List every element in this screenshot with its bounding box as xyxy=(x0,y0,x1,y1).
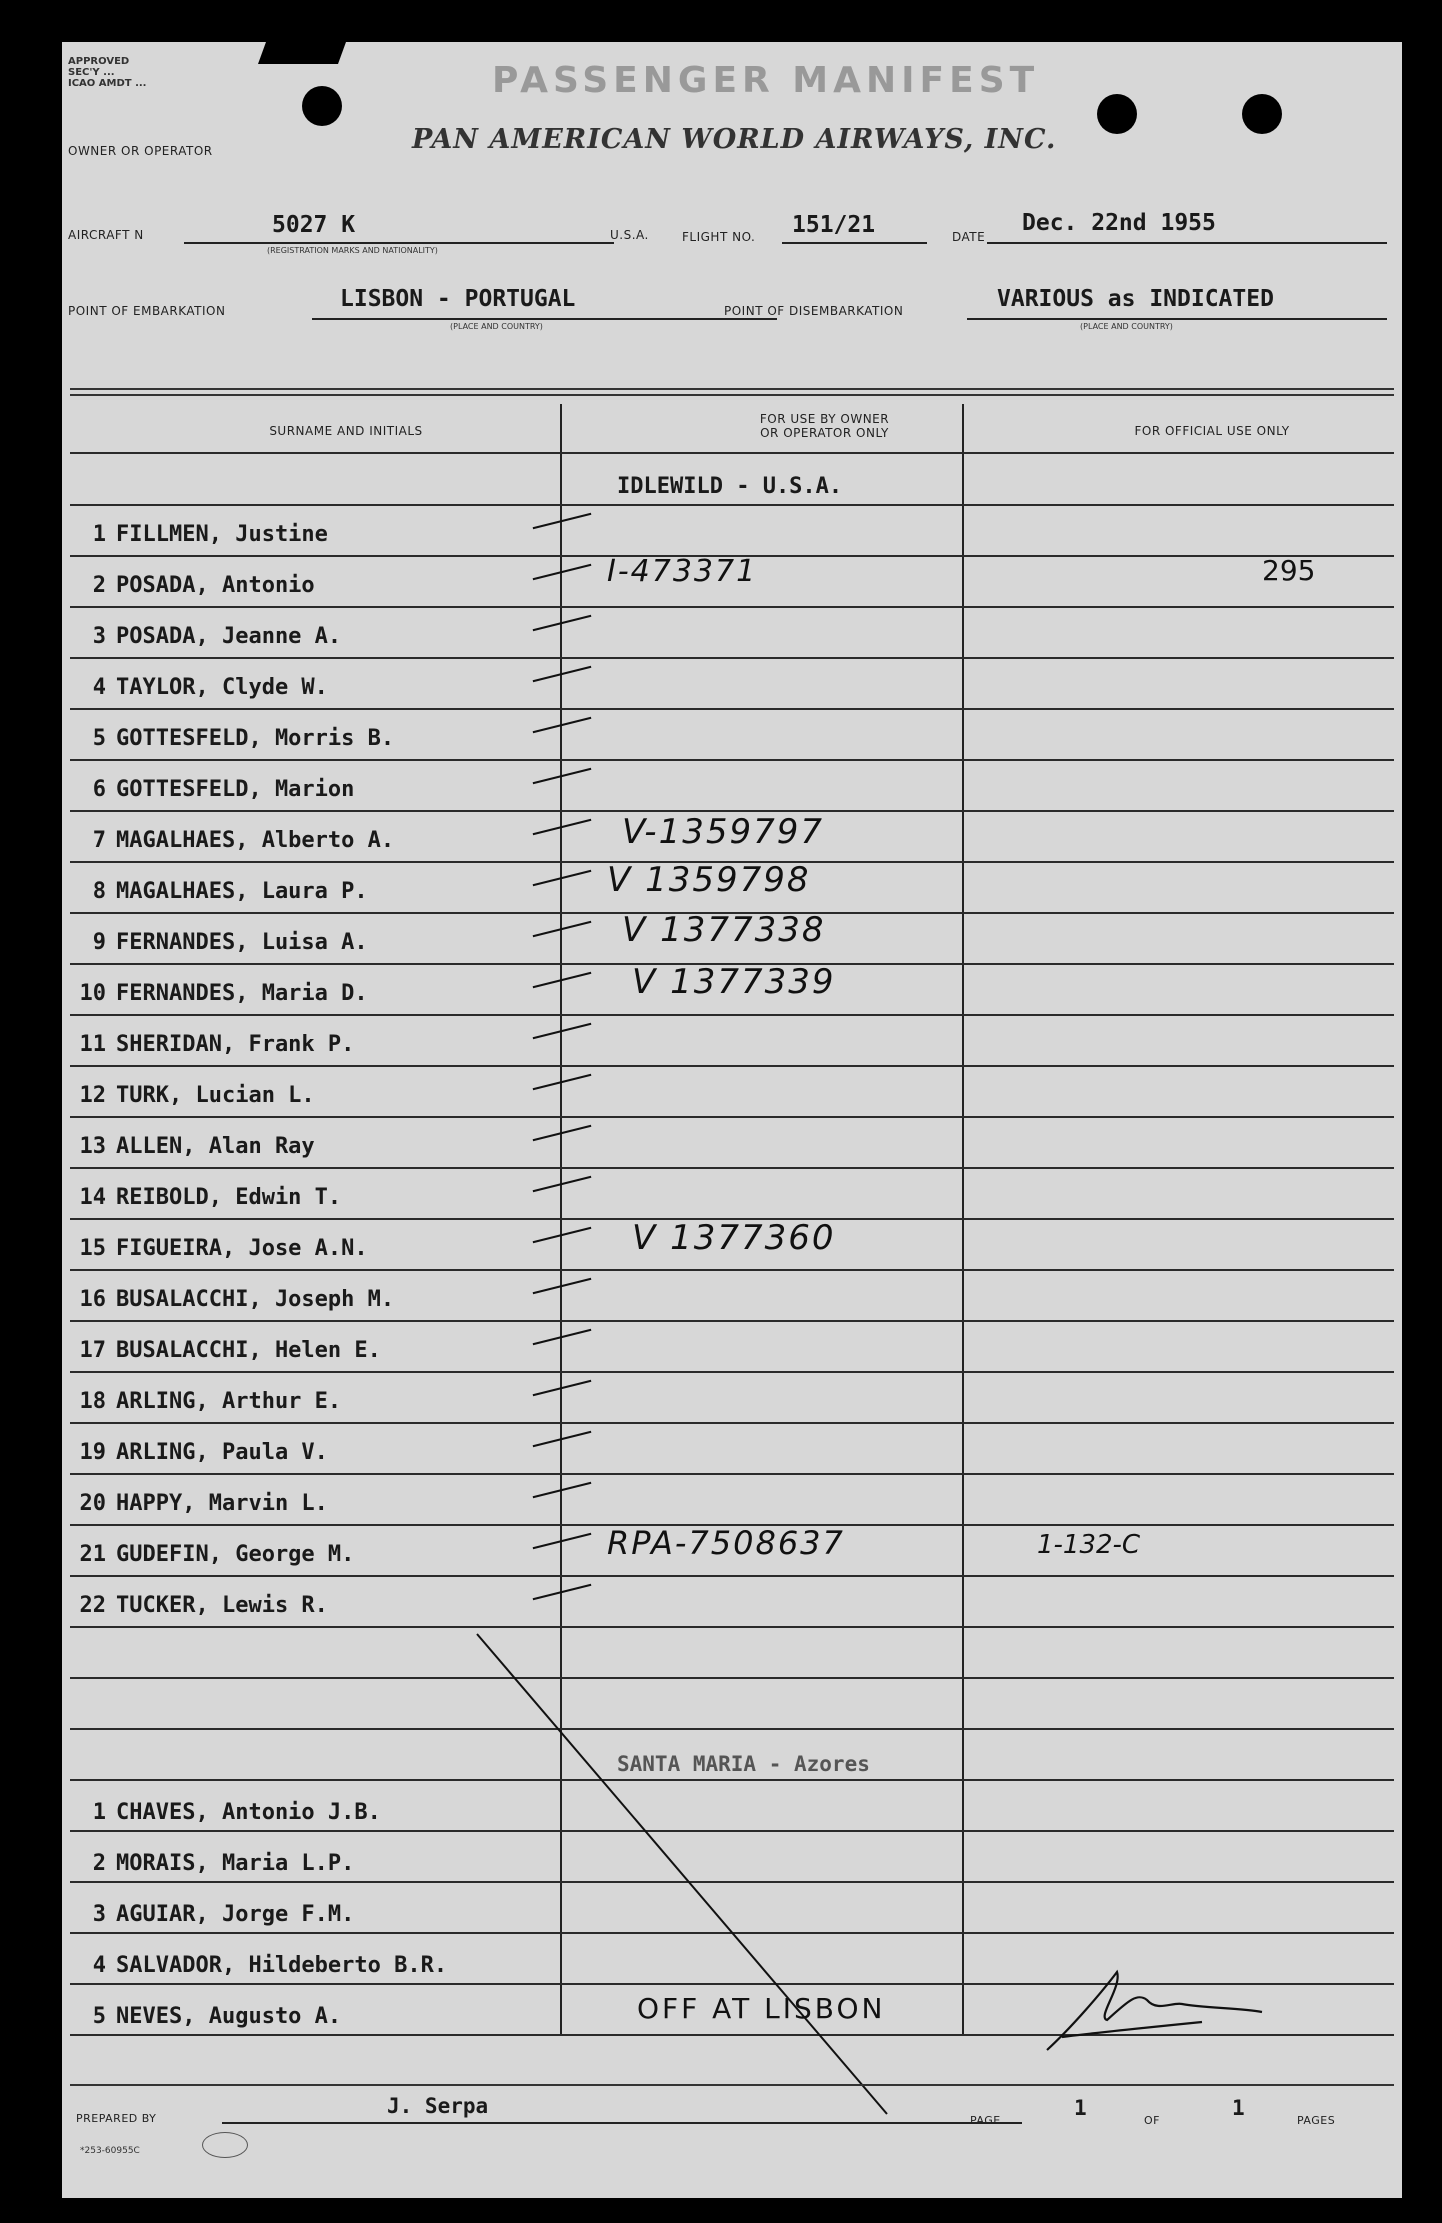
approval-stamp: APPROVED SEC'Y ... ICAO AMDT ... xyxy=(68,56,147,89)
visa-number-9: V 1377338 xyxy=(622,910,826,950)
passenger-row: 19 ARLING, Paula V. xyxy=(79,1440,328,1465)
passenger-row: 1 FILLMEN, Justine xyxy=(92,522,328,547)
handwritten-signature xyxy=(1047,1972,1262,2050)
manifest-sheet xyxy=(62,42,1402,2198)
passenger-row: 5 NEVES, Augusto A. xyxy=(92,2004,342,2029)
form-title: PASSENGER MANIFEST xyxy=(492,60,1040,101)
visa-number-7: V-1359797 xyxy=(622,812,824,852)
section2-destination: SANTA MARIA - Azores xyxy=(617,1752,870,1776)
passenger-row: 16 BUSALACCHI, Joseph M. xyxy=(79,1287,395,1312)
flight-label: FLIGHT NO. xyxy=(682,230,756,244)
passenger-row: 8 MAGALHAES, Laura P. xyxy=(92,879,368,904)
column-surname: SURNAME AND INITIALS xyxy=(269,424,423,438)
gpo-emblem xyxy=(202,2132,248,2158)
passenger-row: 6 GOTTESFELD, Marion xyxy=(92,777,355,802)
operator-name: PAN AMERICAN WORLD AIRWAYS, INC. xyxy=(412,124,1057,155)
passenger-row: 7 MAGALHAES, Alberto A. xyxy=(92,828,395,853)
date-label: DATE xyxy=(952,230,986,244)
passenger-row: 20 HAPPY, Marvin L. xyxy=(79,1491,328,1516)
page-label: PAGE xyxy=(970,2114,1001,2127)
disembark-sublabel: (PLACE AND COUNTRY) xyxy=(1080,322,1173,331)
passenger-row: 1 CHAVES, Antonio J.B. xyxy=(92,1800,381,1825)
passenger-row: 10 FERNANDES, Maria D. xyxy=(79,981,368,1006)
bottom-rule xyxy=(70,2084,1394,2086)
passenger-row: 2 MORAIS, Maria L.P. xyxy=(92,1851,355,1876)
flight-number: 151/21 xyxy=(792,212,876,238)
passenger-row: 15 FIGUEIRA, Jose A.N. xyxy=(79,1236,368,1261)
passenger-row: 4 SALVADOR, Hildeberto B.R. xyxy=(92,1953,448,1978)
official-note-21: 1-132-C xyxy=(1037,1530,1141,1560)
nationality: U.S.A. xyxy=(610,228,649,242)
visa-number-10: V 1377339 xyxy=(632,962,836,1002)
passenger-row: 18 ARLING, Arthur E. xyxy=(79,1389,342,1414)
embark-place: LISBON - PORTUGAL xyxy=(340,286,576,312)
passenger-row: 3 AGUIAR, Jorge F.M. xyxy=(92,1902,355,1927)
off-at-lisbon-note: OFF AT LISBON xyxy=(637,1992,886,2025)
passenger-row: 3 POSADA, Jeanne A. xyxy=(92,624,342,649)
passenger-row: 22 TUCKER, Lewis R. xyxy=(79,1593,328,1618)
strike-and-signature xyxy=(62,42,1402,2198)
passenger-row: 2 POSADA, Antonio xyxy=(92,573,315,598)
visa-number-2: I-473371 xyxy=(607,554,758,589)
section1-destination: IDLEWILD - U.S.A. xyxy=(617,474,843,499)
visa-number-8: V 1359798 xyxy=(607,860,811,900)
passenger-row: 13 ALLEN, Alan Ray xyxy=(79,1134,315,1159)
flight-date: Dec. 22nd 1955 xyxy=(1022,210,1216,236)
aircraft-sublabel: (REGISTRATION MARKS AND NATIONALITY) xyxy=(267,246,438,255)
visa-number-21: RPA-7508637 xyxy=(607,1524,845,1562)
official-note-2: 295 xyxy=(1262,554,1316,587)
disembark-place: VARIOUS as INDICATED xyxy=(997,286,1274,312)
owner-label: OWNER OR OPERATOR xyxy=(68,144,213,158)
passenger-row: 11 SHERIDAN, Frank P. xyxy=(79,1032,355,1057)
prepared-label: PREPARED BY xyxy=(76,2112,157,2125)
passenger-row: 12 TURK, Lucian L. xyxy=(79,1083,315,1108)
diagonal-strike-line xyxy=(477,1634,887,2114)
passenger-row: 21 GUDEFIN, George M. xyxy=(79,1542,355,1567)
page-total: 1 xyxy=(1232,2096,1245,2120)
passenger-row: 4 TAYLOR, Clyde W. xyxy=(92,675,328,700)
of-label: OF xyxy=(1144,2114,1160,2127)
passenger-row: 14 REIBOLD, Edwin T. xyxy=(79,1185,342,1210)
visa-number-15: V 1377360 xyxy=(632,1218,836,1258)
embark-label: POINT OF EMBARKATION xyxy=(68,304,226,318)
passenger-row: 5 GOTTESFELD, Morris B. xyxy=(92,726,395,751)
passenger-row: 17 BUSALACCHI, Helen E. xyxy=(79,1338,381,1363)
prepared-by: J. Serpa xyxy=(387,2094,489,2118)
page-number: 1 xyxy=(1074,2096,1087,2120)
aircraft-label: AIRCRAFT N xyxy=(68,228,144,242)
column-official: FOR OFFICIAL USE ONLY xyxy=(1134,424,1290,438)
aircraft-number: 5027 K xyxy=(272,212,356,238)
column-owner-use: FOR USE BY OWNER OR OPERATOR ONLY xyxy=(759,412,890,440)
passenger-row: 9 FERNANDES, Luisa A. xyxy=(92,930,368,955)
pages-label: PAGES xyxy=(1297,2114,1336,2127)
form-number: *253-60955C xyxy=(80,2146,140,2156)
disembark-label: POINT OF DISEMBARKATION xyxy=(724,304,904,318)
embark-sublabel: (PLACE AND COUNTRY) xyxy=(450,322,543,331)
prepared-underline xyxy=(222,2122,1022,2124)
